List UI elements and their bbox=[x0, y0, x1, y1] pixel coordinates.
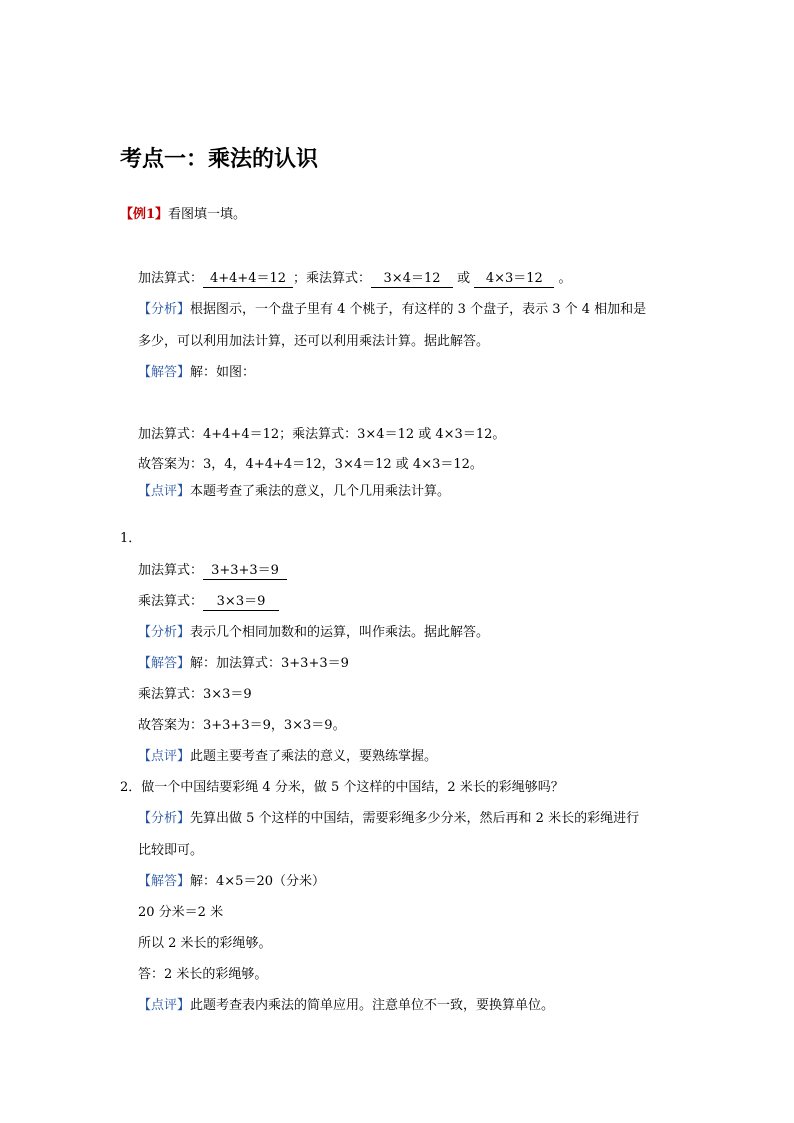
q1-mul-line bbox=[138, 594, 279, 611]
q2-answer-line-4: 答：2 米长的彩绳够。 bbox=[138, 967, 268, 982]
example-tag: 【例1】 bbox=[120, 207, 169, 222]
q1-answer-text: 解：加法算式：3+3+3＝9 bbox=[190, 656, 349, 671]
q1-add-label: 加法算式： bbox=[138, 563, 204, 578]
q2-question: 做一个中国结要彩绳 4 分米，做 5 个这样的中国结，2 米长的彩绳够吗？ bbox=[141, 780, 564, 795]
q2-analysis-line-1: 先算出做 5 个这样的中国结，需要彩绳多少分米，然后再和 2 米长的彩绳进行 bbox=[190, 811, 640, 826]
analysis-line-1: 根据图示，一个盘子里有 4 个桃子，有这样的 3 个盘子，表示 3 个 4 相加和是 bbox=[190, 302, 647, 317]
q1-comment-tag: 【点评】 bbox=[138, 749, 191, 764]
q2-answer bbox=[138, 874, 325, 890]
example-answer bbox=[138, 365, 255, 381]
analysis-tag: 【分析】 bbox=[138, 302, 191, 317]
answer-tag: 【解答】 bbox=[138, 365, 191, 380]
or-text: 或 bbox=[457, 271, 471, 286]
q1-answer-tag: 【解答】 bbox=[138, 656, 191, 671]
q2-analysis-line-2: 比较即可。 bbox=[138, 843, 204, 858]
q1-analysis bbox=[138, 625, 489, 641]
example-comment bbox=[138, 484, 450, 500]
q2-answer-line-3: 所以 2 米长的彩绳够。 bbox=[138, 936, 272, 951]
q2-analysis-tag: 【分析】 bbox=[138, 811, 191, 826]
q1-comment-text: 此题主要考查了乘法的意义，要熟练掌握。 bbox=[190, 749, 438, 764]
q1-comment bbox=[138, 749, 437, 765]
example-fill-line bbox=[138, 271, 571, 288]
q2-answer-tag: 【解答】 bbox=[138, 874, 191, 889]
analysis-line-2: 多少，可以利用加法计算，还可以利用乘法计算。据此解答。 bbox=[138, 334, 490, 349]
mul-label: ；乘法算式： bbox=[293, 271, 372, 286]
q2-question-line bbox=[120, 780, 564, 796]
example-analysis bbox=[138, 302, 646, 318]
q1-answer bbox=[138, 656, 349, 672]
comment-tag: 【点评】 bbox=[138, 484, 191, 499]
q1-analysis-text: 表示几个相同加数和的运算，叫作乘法。据此解答。 bbox=[190, 625, 490, 640]
example-prompt: 看图填一填。 bbox=[168, 207, 247, 222]
q1-answer-line-2: 乘法算式：3×3＝9 bbox=[138, 687, 252, 702]
q1-mul-label: 乘法算式： bbox=[138, 594, 204, 609]
q1-add-line bbox=[138, 563, 287, 580]
q1-number: 1． bbox=[120, 531, 142, 546]
q2-answer-text: 解：4×5＝20（分米） bbox=[190, 874, 325, 889]
comment-text: 本题考查了乘法的意义，几个几用乘法计算。 bbox=[190, 484, 451, 499]
add-label: 加法算式： bbox=[138, 271, 204, 286]
q2-comment-tag: 【点评】 bbox=[138, 998, 191, 1013]
end-punct: 。 bbox=[558, 271, 572, 286]
q2-number: 2． bbox=[120, 780, 142, 795]
page-title: 考点一：乘法的认识 bbox=[120, 146, 319, 172]
q1-mul-blank: 3×3＝9 bbox=[203, 594, 279, 611]
add-answer-blank: 4+4+4＝12 bbox=[203, 271, 293, 288]
q1-answer-line-3: 故答案为：3+3+3＝9，3×3＝9。 bbox=[138, 718, 346, 733]
answer-line-1: 加法算式：4+4+4＝12；乘法算式：3×4＝12 或 4×3＝12。 bbox=[138, 427, 506, 442]
q1-add-blank: 3+3+3＝9 bbox=[203, 563, 287, 580]
mul-answer-blank-2: 4×3＝12 bbox=[474, 271, 554, 288]
q2-comment-text: 此题考查表内乘法的简单应用。注意单位不一致，要换算单位。 bbox=[190, 998, 555, 1013]
q2-analysis bbox=[138, 811, 639, 827]
mul-answer-blank-1: 3×4＝12 bbox=[371, 271, 453, 288]
answer-text: 解：如图： bbox=[190, 365, 256, 380]
q2-comment bbox=[138, 998, 554, 1014]
answer-line-2: 故答案为：3，4，4+4+4＝12，3×4＝12 或 4×3＝12。 bbox=[138, 457, 483, 472]
example-heading bbox=[120, 207, 246, 223]
q2-answer-line-2: 20 分米＝2 米 bbox=[138, 905, 224, 920]
q1-analysis-tag: 【分析】 bbox=[138, 625, 191, 640]
